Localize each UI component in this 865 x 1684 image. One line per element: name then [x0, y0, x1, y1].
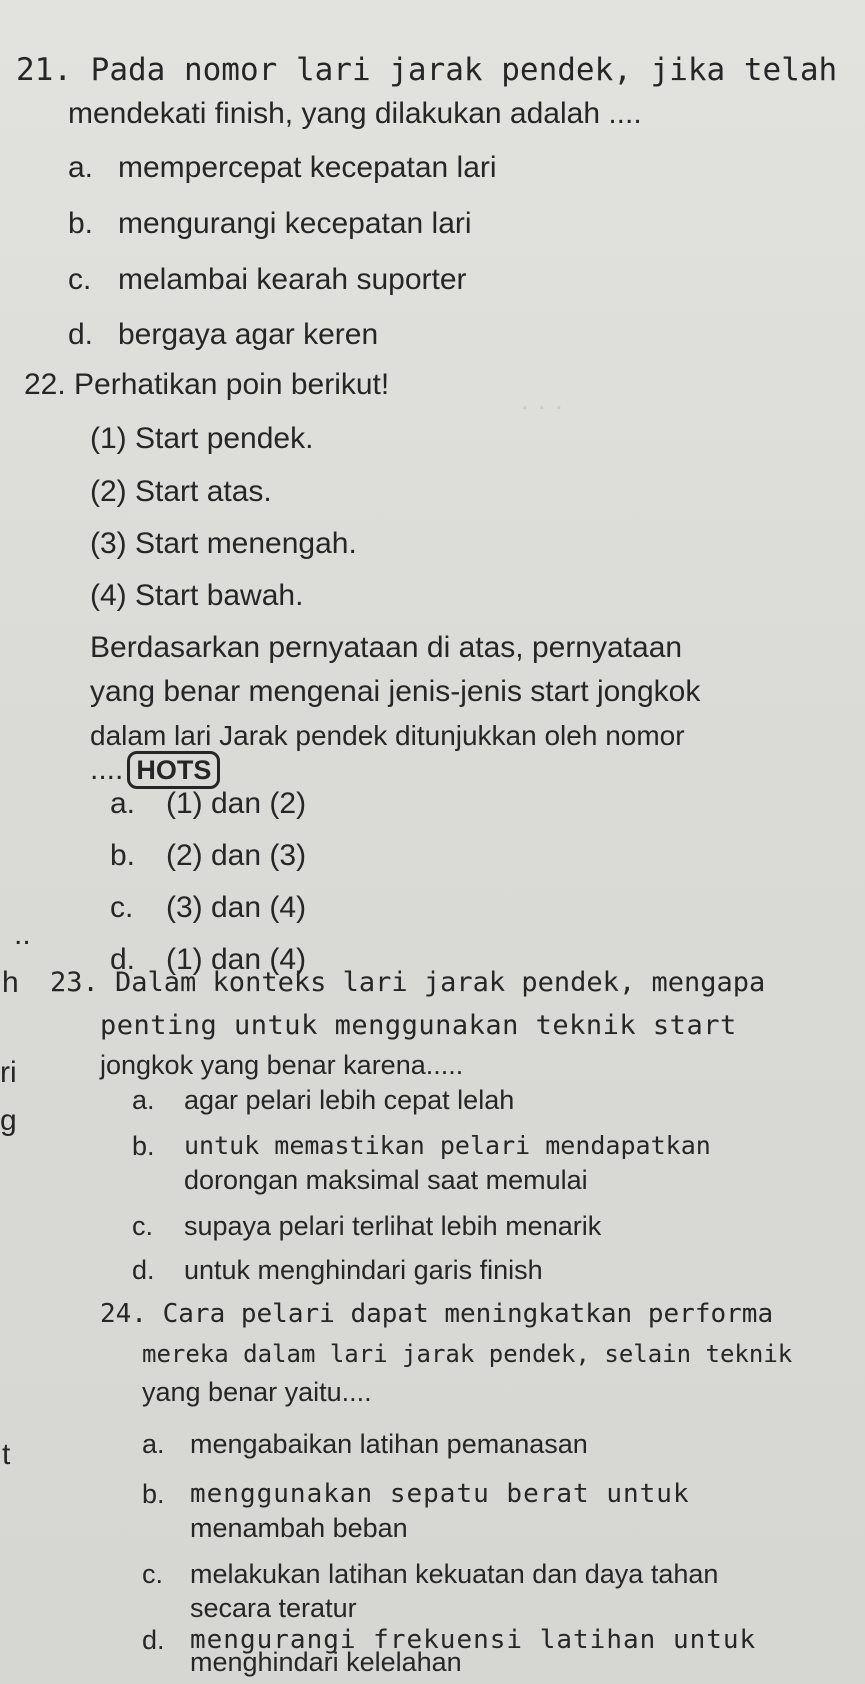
question-body: dalam lari Jarak pendek ditunjukkan oleh nomor [90, 720, 685, 751]
option-text: mengurangi kecepatan lari [118, 207, 472, 240]
option-letter: b. [132, 1131, 155, 1161]
option-letter: a. [132, 1085, 155, 1115]
question-stem: 21. Pada nomor lari jarak pendek, jika telah [16, 52, 838, 88]
option-text: (1) dan (4) [166, 943, 307, 976]
option-text-continued: menambah beban [190, 1513, 408, 1543]
option-letter: b. [142, 1479, 165, 1509]
option-letter: d. [110, 943, 136, 976]
margin-fragment: t [2, 1438, 11, 1471]
bleed-through-text: · · · [520, 390, 564, 421]
question-stem: mendekati finish, yang dilakukan adalah .... [68, 97, 642, 130]
option-letter: a. [68, 151, 94, 184]
question-stem: 23. Dalam konteks lari jarak pendek, mengapa [50, 967, 766, 998]
question-stem: yang benar yaitu.... [142, 1377, 372, 1407]
option-letter: d. [68, 318, 94, 351]
option-text: supaya pelari terlihat lebih menarik [184, 1211, 602, 1241]
option-letter: a. [110, 787, 136, 820]
margin-fragment: ri [0, 1056, 17, 1089]
option-letter: b. [68, 207, 94, 240]
option-text: bergaya agar keren [118, 318, 379, 351]
option-letter: c. [68, 263, 92, 296]
option-text-continued: menghindari kelelahan [190, 1647, 462, 1677]
question-body: Berdasarkan pernyataan di atas, pernyataan [90, 631, 683, 664]
option-text-continued: secara teratur [190, 1593, 357, 1623]
margin-fragment: h [2, 966, 19, 999]
question-body: yang benar mengenai jenis-jenis start jongkok [90, 675, 701, 708]
option-text: (1) dan (2) [166, 787, 307, 820]
option-letter: c. [132, 1211, 154, 1241]
point-item: (2) Start atas. [90, 475, 272, 508]
option-text: melambai kearah suporter [118, 263, 467, 296]
option-text: menggunakan sepatu berat untuk [190, 1479, 690, 1509]
option-text: (3) dan (4) [166, 891, 307, 924]
option-letter: a. [142, 1429, 165, 1459]
question-stem: penting untuk menggunakan teknik start [100, 1010, 737, 1041]
point-item: (4) Start bawah. [90, 579, 304, 612]
question-stem: mereka dalam lari jarak pendek, selain teknik [142, 1340, 793, 1368]
point-item: (1) Start pendek. [90, 422, 314, 455]
option-letter: d. [132, 1255, 155, 1285]
margin-fragment: .. [14, 918, 31, 951]
option-letter: d. [142, 1625, 165, 1655]
option-text: mengurangi frekuensi latihan untuk [190, 1625, 757, 1655]
option-text: untuk memastikan pelari mendapatkan [184, 1131, 711, 1160]
option-text: untuk menghindari garis finish [184, 1255, 543, 1285]
option-text: mempercepat kecepatan lari [118, 151, 497, 184]
hots-badge: HOTS [127, 751, 220, 789]
option-text-continued: dorongan maksimal saat memulai [184, 1165, 588, 1195]
ellipsis: .... [90, 753, 124, 786]
point-item: (3) Start menengah. [90, 527, 357, 560]
question-stem: jongkok yang benar karena..... [100, 1050, 464, 1080]
option-text: agar pelari lebih cepat lelah [184, 1085, 515, 1115]
question-stem: 22. Perhatikan poin berikut! [24, 368, 390, 401]
option-text: melakukan latihan kekuatan dan daya tahan [190, 1559, 719, 1589]
option-text: mengabaikan latihan pemanasan [190, 1429, 588, 1459]
option-text: (2) dan (3) [166, 839, 307, 872]
option-letter: b. [110, 839, 136, 872]
margin-fragment: g [0, 1104, 17, 1137]
option-letter: c. [110, 891, 134, 924]
question-stem: 24. Cara pelari dapat meningkatkan performa [100, 1299, 774, 1329]
option-letter: c. [142, 1559, 164, 1589]
